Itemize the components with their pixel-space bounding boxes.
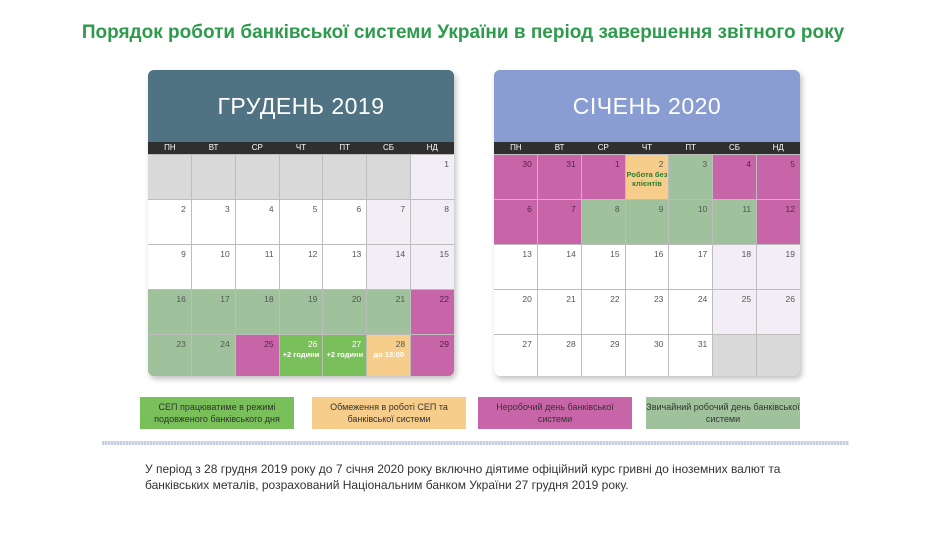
calendar-day	[148, 335, 191, 376]
day-number: 15	[439, 249, 449, 259]
calendar-day	[367, 245, 410, 289]
day-number: 16	[653, 249, 664, 259]
calendar-day	[280, 200, 323, 244]
day-number: 11	[264, 249, 274, 259]
day-number: 21	[566, 294, 576, 304]
calendar-day	[192, 245, 235, 289]
day-number: 22	[439, 294, 449, 304]
calendar-day	[148, 290, 191, 334]
calendar-day	[494, 155, 537, 199]
calendar-day	[411, 335, 454, 376]
calendar-day	[411, 290, 454, 334]
day-number: 30	[653, 339, 664, 349]
weekday-label: ЧТ	[295, 143, 307, 152]
day-number: 2	[658, 159, 664, 169]
weekday-label: ПТ	[339, 143, 351, 152]
calendar-day	[280, 245, 323, 289]
day-number: 7	[570, 204, 576, 214]
calendar-day	[757, 290, 800, 334]
legend-holiday: Неробочий день банківської системи	[478, 397, 632, 429]
day-number: 19	[307, 294, 318, 304]
calendar-day	[757, 200, 800, 244]
calendar-day	[669, 155, 712, 199]
day-number: 18	[264, 294, 274, 304]
day-number: 26	[785, 294, 795, 304]
calendar-day	[192, 290, 235, 334]
weekday-row	[148, 142, 454, 154]
day-number: 27	[351, 339, 362, 349]
calendar-day	[582, 290, 625, 334]
calendar-day	[669, 200, 712, 244]
calendar-day	[582, 335, 625, 376]
weekday-label: НД	[426, 143, 438, 152]
calendar-day	[236, 245, 279, 289]
day-number: 23	[653, 294, 664, 304]
day-number: 23	[176, 339, 186, 349]
day-number: 19	[785, 249, 795, 259]
day-number: 17	[220, 294, 230, 304]
day-number: 2	[181, 204, 186, 214]
day-number: 28	[566, 339, 576, 349]
day-note: Робота без клієнтів	[626, 170, 668, 188]
calendar-day	[236, 335, 279, 376]
calendar-day	[713, 245, 756, 289]
calendar-day	[494, 245, 537, 289]
calendar-day	[669, 335, 712, 376]
calendar-day	[538, 245, 581, 289]
day-number: 20	[351, 294, 362, 304]
weekday-label: НД	[772, 143, 784, 152]
day-number: 21	[395, 294, 406, 304]
day-number: 7	[400, 204, 406, 214]
day-note: до 13:00	[373, 350, 405, 359]
weekday-label: ВТ	[208, 143, 219, 152]
day-number: 12	[785, 204, 795, 214]
calendar-day	[713, 290, 756, 334]
calendar-day	[626, 200, 669, 244]
day-note: +2 години	[282, 350, 320, 359]
calendar-day	[367, 290, 410, 334]
calendar-day	[757, 335, 800, 376]
day-number: 11	[742, 204, 752, 214]
day-number: 1	[444, 159, 449, 169]
day-number: 1	[614, 159, 620, 169]
day-number: 4	[268, 204, 274, 214]
calendar-day	[367, 335, 410, 376]
calendar-day	[236, 155, 279, 199]
day-number: 12	[307, 249, 318, 259]
calendar-day	[538, 290, 581, 334]
calendar-day	[713, 155, 756, 199]
day-number: 18	[741, 249, 752, 259]
legend-extended: СЕП працюватиме в режимі подовженого банківського дня	[140, 397, 294, 429]
day-number: 28	[395, 339, 406, 349]
day-number: 4	[746, 159, 752, 169]
weekday-label: СР	[597, 143, 609, 152]
weekday-label: ПТ	[685, 143, 697, 152]
calendar-day	[626, 155, 669, 199]
day-number: 14	[566, 249, 576, 259]
weekday-label: СР	[251, 143, 263, 152]
day-number: 22	[610, 294, 620, 304]
day-number: 25	[264, 339, 274, 349]
weekday-label: ПН	[164, 143, 176, 152]
calendar-day	[757, 245, 800, 289]
weekday-label: СБ	[382, 143, 394, 152]
weekday-row	[494, 142, 800, 154]
calendar-day	[148, 245, 191, 289]
calendar-day	[669, 290, 712, 334]
day-number: 31	[697, 339, 708, 349]
calendar-day	[538, 200, 581, 244]
day-number: 5	[790, 159, 795, 169]
page-title: Порядок роботи банківської системи України в період завершення звітного року	[81, 22, 845, 43]
calendar-day	[192, 200, 235, 244]
day-number: 24	[220, 339, 230, 349]
calendar-day	[192, 155, 235, 199]
day-number: 25	[741, 294, 752, 304]
january-calendar	[494, 70, 800, 376]
day-number: 9	[658, 204, 664, 214]
day-note: +2 години	[326, 350, 364, 359]
calendar-day	[323, 155, 366, 199]
calendar-day	[148, 155, 191, 199]
day-number: 9	[181, 249, 186, 259]
day-number: 10	[697, 204, 708, 214]
calendar-day	[494, 200, 537, 244]
calendar-day	[323, 335, 366, 376]
day-number: 14	[395, 249, 406, 259]
january-header: СІЧЕНЬ 2020	[494, 70, 800, 142]
calendar-day	[236, 200, 279, 244]
calendar-day	[538, 335, 581, 376]
calendar-day	[236, 290, 279, 334]
footnote: У період з 28 грудня 2019 року до 7 січня 2020 року включно діятиме офіційний курс гривні до іноземних валют та банківських металів, розрахований Національним банком України 27 грудня 2019 року.	[145, 462, 781, 492]
weekday-label: ПН	[510, 143, 522, 152]
day-number: 26	[307, 339, 318, 349]
calendar-day	[582, 155, 625, 199]
calendar-day	[323, 200, 366, 244]
weekday-label: ЧТ	[641, 143, 653, 152]
calendar-day	[713, 335, 756, 376]
day-number: 15	[610, 249, 620, 259]
calendar-day	[411, 200, 454, 244]
day-number: 13	[351, 249, 362, 259]
calendar-day	[411, 155, 454, 199]
calendar-day	[411, 245, 454, 289]
day-number: 8	[614, 204, 620, 214]
day-number: 5	[312, 204, 318, 214]
calendar-day	[538, 155, 581, 199]
calendar-day	[713, 200, 756, 244]
december-calendar	[148, 70, 454, 376]
calendar-day	[626, 335, 669, 376]
day-number: 16	[176, 294, 186, 304]
calendar-day	[582, 200, 625, 244]
legend-normal: Звичайний робочий день банківської системи	[646, 397, 800, 429]
calendar-day	[582, 245, 625, 289]
calendar-day	[757, 155, 800, 199]
day-number: 29	[439, 339, 449, 349]
day-number: 31	[566, 159, 576, 169]
calendar-day	[280, 335, 323, 376]
december-header: ГРУДЕНЬ 2019	[148, 70, 454, 142]
day-number: 30	[522, 159, 532, 169]
calendar-day	[367, 200, 410, 244]
calendar-day	[323, 290, 366, 334]
calendar-day	[626, 290, 669, 334]
calendar-day	[669, 245, 712, 289]
day-number: 10	[220, 249, 230, 259]
calendar-day	[367, 155, 410, 199]
day-number: 27	[522, 339, 532, 349]
calendar-day	[323, 245, 366, 289]
legend-limited: Обмеження в роботі СЕП та банківської системи	[312, 397, 466, 429]
weekday-label: ВТ	[554, 143, 565, 152]
divider	[102, 441, 849, 445]
calendar-day	[494, 290, 537, 334]
day-number: 13	[522, 249, 532, 259]
day-number: 29	[610, 339, 620, 349]
weekday-label: СБ	[728, 143, 740, 152]
calendar-day	[280, 155, 323, 199]
calendar-day	[494, 335, 537, 376]
day-number: 24	[697, 294, 708, 304]
day-number: 3	[702, 159, 708, 169]
december-grid	[148, 154, 454, 376]
calendar-day	[626, 245, 669, 289]
calendar-day	[148, 200, 191, 244]
day-number: 17	[697, 249, 708, 259]
calendar-day	[280, 290, 323, 334]
january-grid	[494, 154, 800, 376]
day-number: 3	[224, 204, 230, 214]
day-number: 8	[444, 204, 449, 214]
day-number: 20	[522, 294, 532, 304]
calendar-day	[192, 335, 235, 376]
day-number: 6	[356, 204, 362, 214]
day-number: 6	[527, 204, 532, 214]
